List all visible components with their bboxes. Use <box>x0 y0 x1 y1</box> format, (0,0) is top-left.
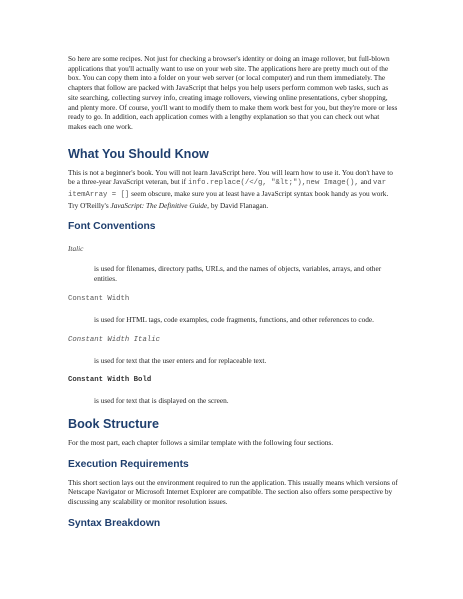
heading-what-you-should-know: What You Should Know <box>68 146 209 161</box>
convention-term-constant-width-bold: Constant Width Bold <box>68 376 152 385</box>
convention-desc-constant-width-bold: is used for text that is displayed on the screen. <box>94 396 229 406</box>
exec-paragraph: This short section lays out the environment required to run the application. This usually means which versions of Netscape Navigator or Microsoft Internet Explorer are compatible. The section also offers some perspective by discussing any scalability or monitor resolution issues. <box>68 477 398 507</box>
convention-term-constant-width-italic: Constant Width Italic <box>68 335 160 344</box>
convention-desc-italic: is used for filenames, directory paths, URLs, and the names of objects, variables, arrays, and other entities. <box>94 264 382 284</box>
know-text-3: seem obscure, make sure you at least have a JavaScript syntax book handy as you work. Try O'Reilly's <box>68 189 389 210</box>
convention-term-constant-width: Constant Width <box>68 294 130 303</box>
code-snippet-array: var itemArray = [] <box>68 179 387 200</box>
know-text-4: , by David Flanagan. <box>207 200 269 210</box>
document-page <box>68 54 398 530</box>
convention-term-italic: Italic <box>68 244 84 254</box>
heading-syntax-breakdown: Syntax Breakdown <box>68 517 161 529</box>
code-snippet-replace: info.replace(/</g, "&lt;"),new Image(), <box>187 179 359 188</box>
know-paragraph <box>68 168 398 211</box>
convention-desc-constant-width-italic: is used for text that the user enters and for replaceable text. <box>94 355 267 365</box>
heading-execution-requirements: Execution Requirements <box>68 458 189 470</box>
book-title: JavaScript: The Definitive Guide <box>110 200 208 210</box>
intro-paragraph: So here are some recipes. Not just for checking a browser's identity or doing an image rollover, but full-blown applications that you'll actually want to use on your web site. The applications here are pretty much out of the box. You can copy them into a folder on your web server (or local computer) and run them immediately. The chapters that follow are packed with JavaScript that helps you help users perform common web tasks, such as site searching, collecting survey info, creating image rollovers, viewing online presentations, cyber shopping, and plenty more. Of course, you'll want to modify them to make them work best for you, but they're more or less ready to go. In addition, each application comes with a lengthy explanation so that you can check out what makes each one work. <box>68 54 398 131</box>
structure-paragraph: For the most part, each chapter follows a similar template with the following four sections. <box>68 437 334 447</box>
know-text-2: and <box>360 177 372 187</box>
heading-book-structure: Book Structure <box>68 416 159 431</box>
convention-desc-constant-width: is used for HTML tags, code examples, code fragments, functions, and other references to code. <box>94 314 374 324</box>
heading-font-conventions: Font Conventions <box>68 221 156 233</box>
know-text-1: This is not a beginner's book. You will not learn JavaScript here. You will learn how to use it. You don't have to be a three-year JavaScript veteran, but if <box>68 167 393 187</box>
